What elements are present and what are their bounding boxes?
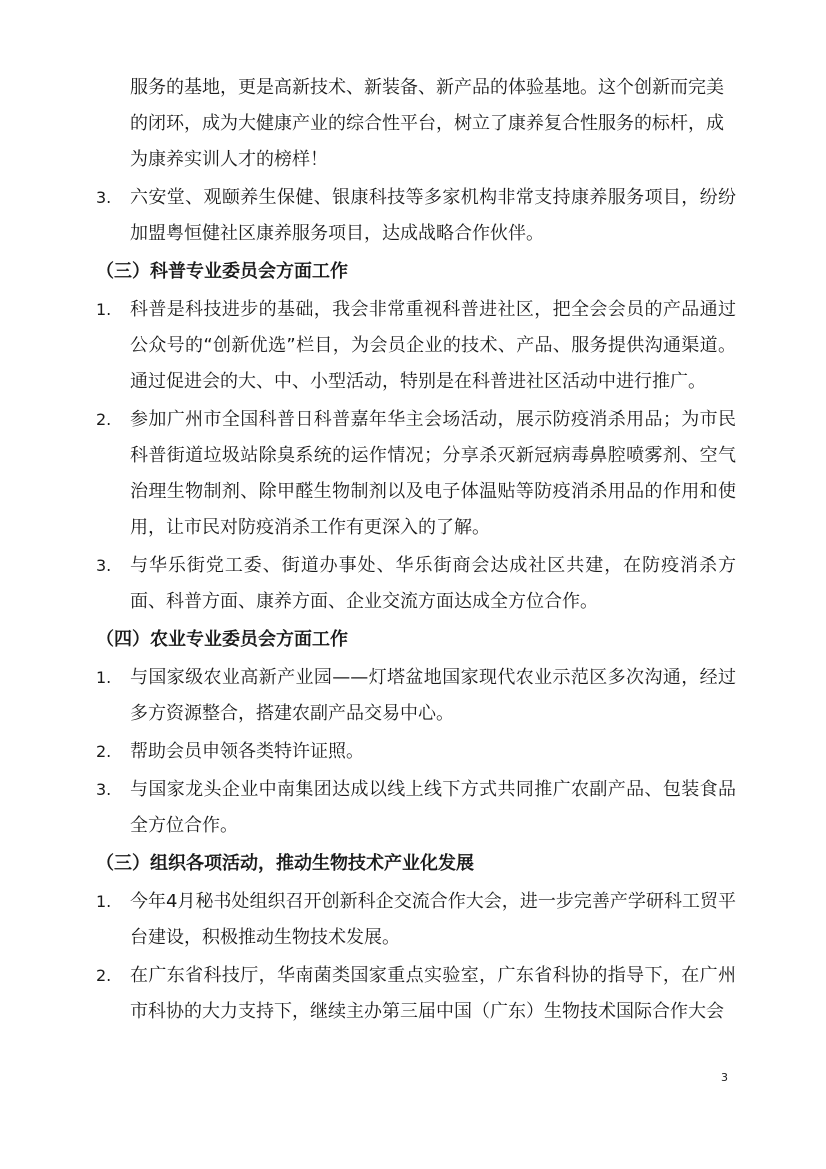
list-text: 与国家级农业高新产业园——灯塔盆地国家现代农业示范区多次沟通，经过多方资源整合，搭建农副产品交易中心。 bbox=[130, 667, 736, 724]
list-text: 在广东省科技厅，华南菌类国家重点实验室，广东省科协的指导下，在广州市科协的大力支持下，继续主办第三届中国（广东）生物技术国际合作大会 bbox=[130, 965, 736, 1022]
list-item bbox=[96, 548, 736, 620]
list-number: 2. bbox=[96, 410, 112, 429]
list-text: 参加广州市全国科普日科普嘉年华主会场活动，展示防疫消杀用品；为市民科普街道垃圾站除臭系统的运作情况；分享杀灭新冠病毒鼻腔喷雾剂、空气治理生物制剂、除甲醛生物制剂以及电子体温贴等防疫消杀用品的作用和使用，让市民对防疫消杀工作有更深入的了解。 bbox=[130, 409, 736, 538]
list-number: 2. bbox=[96, 966, 112, 985]
continuation-paragraph: 服务的基地，更是高新技术、新装备、新产品的体验基地。这个创新而完美的闭环，成为大健康产业的综合性平台，树立了康养复合性服务的标杆，成为康养实训人才的榜样！ bbox=[130, 77, 724, 170]
section-heading-biotech: （三）组织各项活动，推动生物技术产业化发展 bbox=[96, 853, 474, 874]
list-text: 六安堂、观颐养生保健、银康科技等多家机构非常支持康养服务项目，纷纷加盟粤恒健社区康养服务项目，达成战略合作伙伴。 bbox=[130, 187, 736, 244]
list-item bbox=[96, 660, 736, 732]
list-item bbox=[96, 734, 736, 770]
list-number: 1. bbox=[96, 892, 112, 911]
list-number: 3. bbox=[96, 556, 112, 575]
section-heading-science: （三）科普专业委员会方面工作 bbox=[96, 261, 348, 282]
page-content bbox=[96, 70, 736, 1030]
page-number: 3 bbox=[721, 1071, 728, 1084]
section-heading-agriculture: （四）农业专业委员会方面工作 bbox=[96, 629, 348, 650]
list-number: 1. bbox=[96, 668, 112, 687]
list-number: 2. bbox=[96, 742, 112, 761]
list-text: 与华乐街党工委、街道办事处、华乐街商会达成社区共建，在防疫消杀方面、科普方面、康养方面、企业交流方面达成全方位合作。 bbox=[130, 555, 736, 612]
list-number: 3. bbox=[96, 780, 112, 799]
list-text: 今年4月秘书处组织召开创新科企交流合作大会，进一步完善产学研科工贸平台建设，积极推动生物技术发展。 bbox=[130, 891, 736, 948]
list-text: 科普是科技进步的基础，我会非常重视科普进社区，把全会会员的产品通过公众号的“创新优选”栏目，为会员企业的技术、产品、服务提供沟通渠道。通过促进会的大、中、小型活动，特别是在科普进社区活动中进行推广。 bbox=[130, 299, 736, 392]
list-item bbox=[96, 958, 736, 1030]
list-text: 与国家龙头企业中南集团达成以线上线下方式共同推广农副产品、包装食品全方位合作。 bbox=[130, 779, 736, 836]
list-item bbox=[96, 884, 736, 956]
list-text: 帮助会员申领各类特许证照。 bbox=[130, 741, 364, 762]
list-item bbox=[96, 180, 736, 252]
list-item bbox=[96, 772, 736, 844]
list-item bbox=[96, 292, 736, 400]
list-item bbox=[96, 402, 736, 546]
list-number: 3. bbox=[96, 188, 112, 207]
list-number: 1. bbox=[96, 300, 112, 319]
